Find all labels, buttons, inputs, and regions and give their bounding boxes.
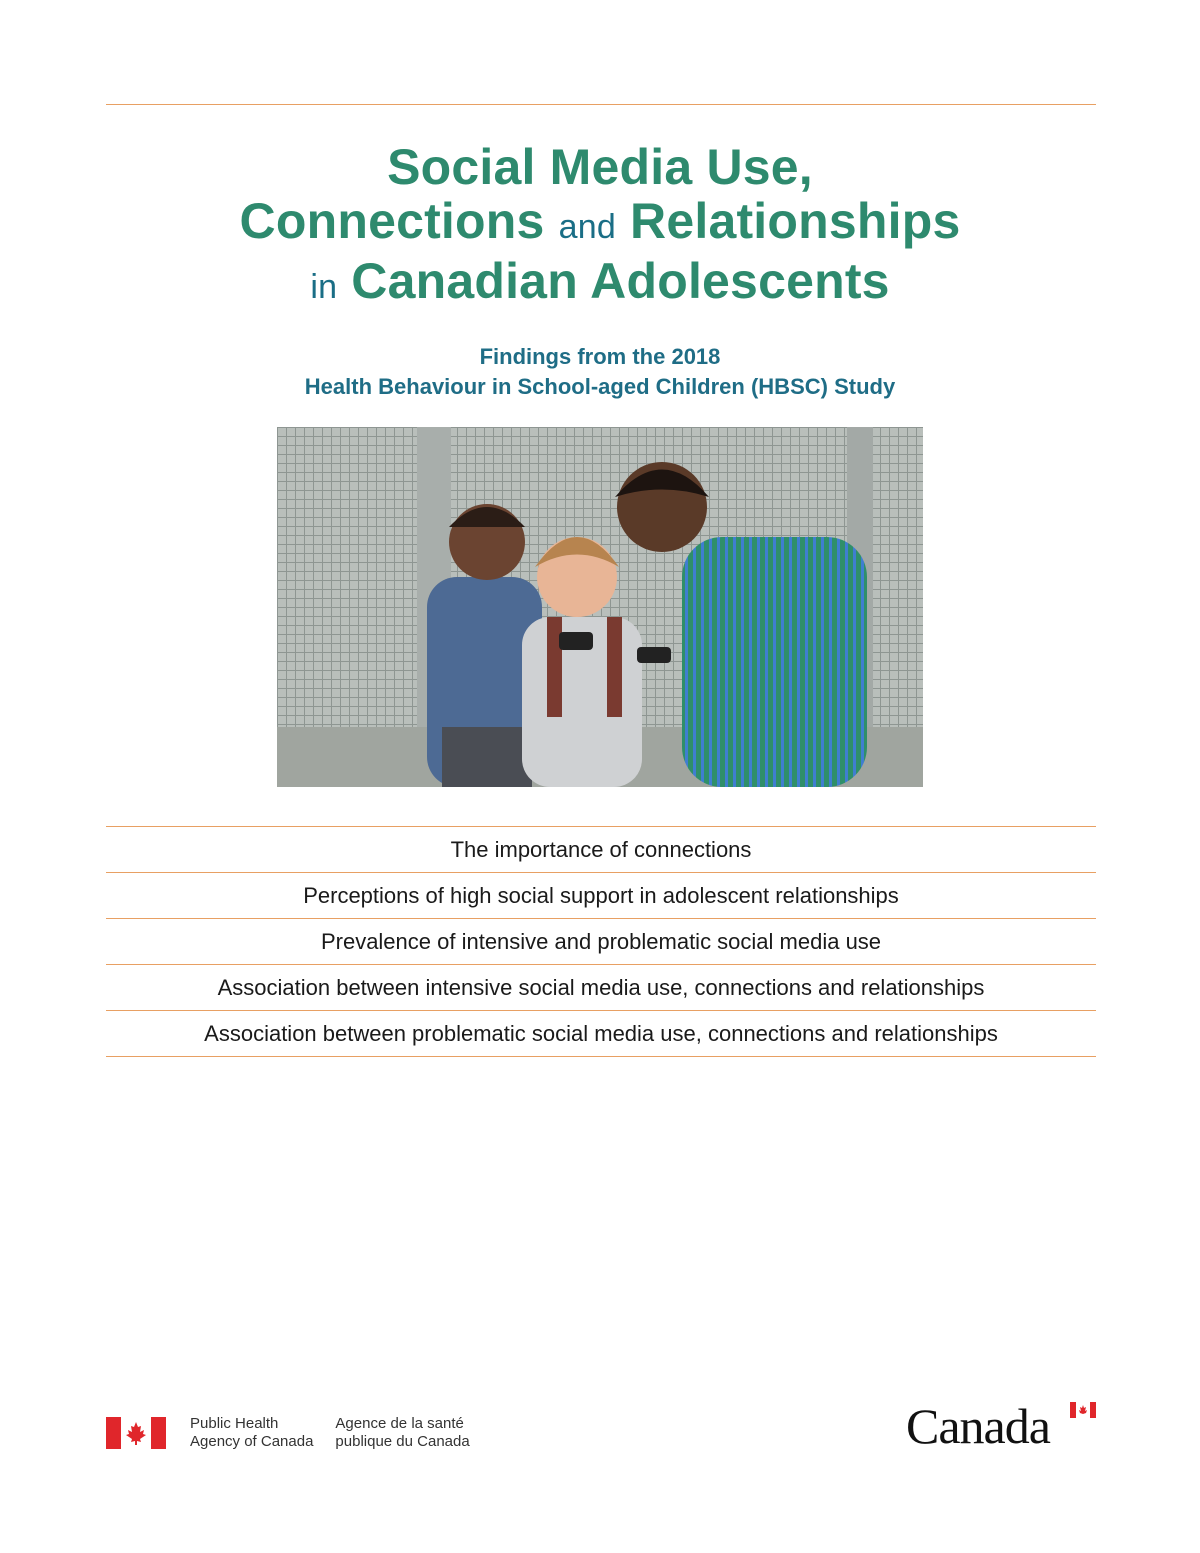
cover-photo-illustration (277, 427, 923, 787)
agency-name-en: Public Health Agency of Canada (190, 1415, 314, 1450)
document-title (0, 140, 1200, 314)
title-line-2: Connections and Relationships (239, 193, 961, 249)
wordmark-flag-icon (1070, 1402, 1096, 1418)
cover-photo (277, 427, 923, 787)
canada-flag-icon (106, 1417, 166, 1449)
title-line-3: in Canadian Adolescents (310, 253, 890, 309)
subtitle-line-2: Health Behaviour in School-aged Children (HBSC) Study (304, 374, 896, 399)
top-divider (106, 104, 1096, 105)
subtitle-line-1: Findings from the 2018 (479, 344, 721, 369)
topic-item: The importance of connections (106, 826, 1096, 872)
topic-item: Perceptions of high social support in adolescent relationships (106, 872, 1096, 918)
topic-item: Association between intensive social media use, connections and relationships (106, 964, 1096, 1010)
topics-list (106, 826, 1096, 1057)
topic-item: Association between problematic social media use, connections and relationships (106, 1010, 1096, 1057)
topic-item: Prevalence of intensive and problematic social media use (106, 918, 1096, 964)
agency-name-fr: Agence de la santé publique du Canada (335, 1415, 470, 1450)
title-line-1: Social Media Use, (387, 139, 813, 195)
agency-signature (106, 1413, 470, 1453)
canada-wordmark (906, 1398, 1098, 1454)
canada-wordmark-text: Canada (906, 1398, 1050, 1454)
document-subtitle (0, 342, 1200, 402)
